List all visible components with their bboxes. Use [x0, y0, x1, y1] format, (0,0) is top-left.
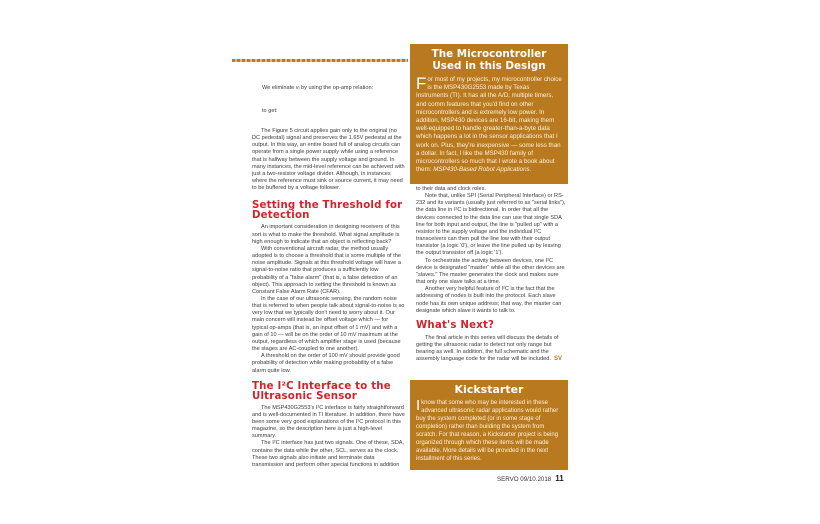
paragraph-i2c-1: The MSP430G2553's I²C interface is fairly straightforward and is well-documented in TI literature. In addition, there have been some very good explanations of the I²C protocol in this magazine, so the description here is just a high-level summary.	[252, 404, 405, 440]
sidebar-kickstarter	[410, 380, 568, 470]
right-column	[416, 186, 568, 363]
paragraph-master-slave: To orchestrate the activity between devices, one I²C device is designated "master" while all the other devices are "slaves." The master generates the clock and makes sure that only one slave talks at a time.	[416, 257, 565, 286]
sidebar-microcontroller-text	[410, 74, 568, 174]
page-footer	[497, 474, 564, 483]
heading-whats-next: What's Next?	[416, 319, 495, 331]
dropcap: F	[416, 74, 427, 93]
paragraph-threshold-4: A threshold on the order of 100 mV should provide good probability of detection while making probability of a false alarm quite low.	[252, 353, 400, 374]
equation-result-intro: to get:	[262, 108, 278, 114]
left-column	[252, 128, 405, 469]
next-text: The final article in this series will discuss the details of getting the ultrasonic radar to detect not only range but bearing as well. In addition, the full schematic and the assembly language code for the radar will be included.	[416, 334, 559, 363]
paragraph-bidirectional: Note that, unlike SPI (Serial Peripheral Interface) or RS-232 and its variants (usually just referred to as "serial links"), the data line in I²C is bidirectional. In order that all the devices connected to the data line can use that single SDA line for both input and output, the line is "pulled up" with a resistor to the supply voltage and the individual I²C transceivers can then pull the line low with their output transistor (a logic '0'), or leave the line pulled up by leaving the output transistor off (a logic '1').	[416, 193, 566, 257]
paragraph-threshold-1: An important consideration in designing receivers of this sort is what to make the threshold. What signal amplitude is high enough to indicate that an object is reflecting back?	[252, 224, 400, 245]
sidebar-body: or most of my projects, my microcontroller choice is the MSP430G2553 made by Texas Instruments (TI). It has all the A/D, multiple timers, and comm features that you'd find on other microcontrollers and is extremely low power. In addition, MSP430 devices are 16-bit, making them well-equipped to handle greater-than-a-byte data which happens a lot in the sensor applications that I work on. Plus, they're inexpensive — some less than a dollar. In fact, I like the MSP430 family of microcontrollers so much that I wrote a book about them:	[416, 76, 562, 174]
paragraph-i2c-2: The I²C interface has just two signals. One of these, SDA, contains the data while the other, SCL, serves as the clock. These two signals also initiate and terminate data transmission and perform other special functions in addition	[252, 440, 405, 468]
paragraph-threshold-3: In the case of our ultrasonic sensing, the random noise that is referred to when people talk about signal-to-noise is so very low that we typically don't need to worry about it. Our main concern will instead be offset voltage which — for typical op-amps (that is, an input offset of 1 mV) and with a gain of 10 — will be on the order of 10 mV maximum at the output, regardless of which amplifier stage is used (because the stages are AC-coupled to one another).	[252, 295, 405, 353]
paragraph-next	[416, 335, 568, 364]
book-title: MSP430-Based Robot Applications.	[433, 166, 532, 174]
paragraph-figure5: The Figure 5 circuit applies gain only to the original (no DC pedestal) signal and preserves the 1.65V pedestal at the output. In this way, an entire board full of analog circuits can operate from a single power supply while using a reference that is halfway between the supply voltage and ground. In many instances, the mid-level reference can be achieved with just a two-resistor voltage divider. Although, in instances where the reference must sink or source current, it may need to be buffered by a voltage follower.	[252, 128, 405, 192]
sidebar-kickstarter-text	[410, 396, 568, 463]
dropcap-kickstarter: I	[416, 396, 421, 414]
heading-threshold: Setting the Threshold for Detection	[252, 200, 403, 222]
end-mark: SV	[553, 356, 562, 363]
heading-i2c: The I²C Interface to the Ultrasonic Sensor	[252, 380, 391, 402]
sidebar-kickstarter-title: Kickstarter	[454, 383, 524, 396]
sidebar-microcontroller-title: The Microcontroller Used in this Design	[431, 48, 547, 72]
paragraph-threshold-2: With conventional aircraft radar, the method usually adopted is to choose a threshold that is some multiple of the noise amplitude. Signals at this threshold voltage will have a signal-to-noise ratio that produces a sufficiently low probability of a "false alarm" (that is, a false detection of an object). This approach to setting the threshold is known as Constant False Alarm Rate (CFAR).	[252, 245, 401, 295]
decorative-rule	[232, 59, 408, 62]
issue-label: SERVO 09/10.2018	[497, 476, 552, 483]
equation-intro: We eliminate vᵢ by using the op-amp relation:	[262, 85, 374, 91]
sidebar-microcontroller	[410, 44, 568, 184]
page-number: 11	[555, 474, 564, 483]
paragraph-roles: to their data and clock roles.	[416, 186, 486, 192]
paragraph-addressing: Another very helpful feature of I²C is the fact that the addressing of nodes is built into the protocol. Each slave node has its own unique address; that way, the master can designate which slave it wants to talk to.	[416, 286, 562, 314]
kickstarter-body: know that some who may be interested in these advanced ultrasonic radar applications would rather buy the system completed (or in some stage of completion) rather than building the system from scratch. For that reason, a Kickstarter project is being organized through which these items will be made available. More details will be provided in the next installment of this series.	[416, 399, 559, 462]
